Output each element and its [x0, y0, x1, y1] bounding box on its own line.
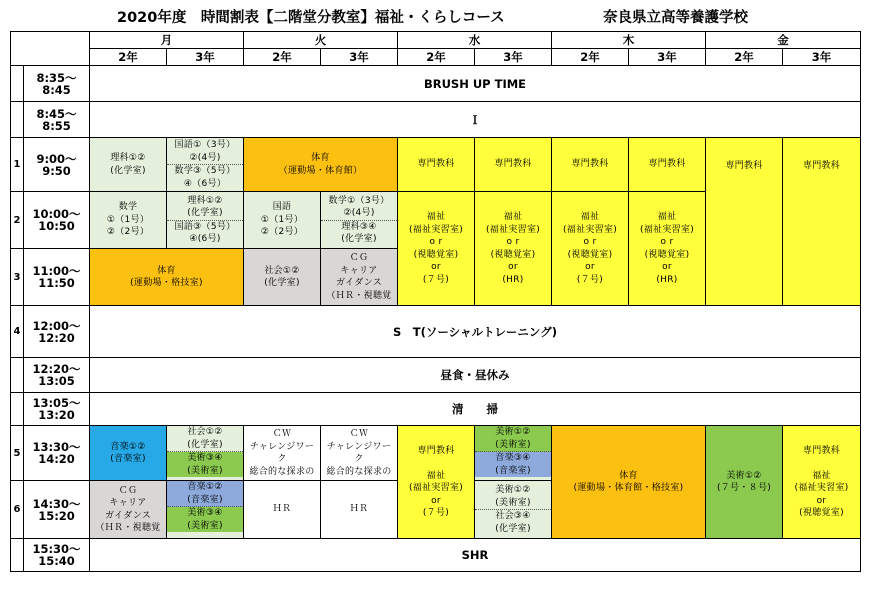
class-cell [552, 426, 706, 539]
class-cell-line: ①（1号） [260, 214, 304, 225]
class-cell-line: (視聴覚室) [567, 249, 613, 260]
class-cell-subblock: 理科①② (化学室) [167, 195, 243, 221]
class-cell-line: 総合的な探求の [326, 466, 392, 477]
class-cell-line: 福祉 [657, 212, 677, 222]
class-cell-line: （運動場・体育館） [278, 165, 363, 176]
year-header: 3年 [321, 49, 398, 66]
class-cell-line: ＨＲ [349, 504, 369, 515]
class-cell-line: （ＨＲ・視聴覚 [326, 290, 392, 301]
year-header: 3年 [629, 49, 706, 66]
class-cell-line: ク [277, 454, 287, 464]
class-cell [244, 249, 321, 306]
class-cell-line: 理科①② [110, 153, 146, 163]
class-cell-line: ＣＧ [349, 253, 369, 263]
shr-cell: SHR [90, 539, 861, 572]
period-number [11, 358, 24, 393]
period-number [11, 393, 24, 426]
class-cell [398, 138, 475, 192]
class-cell [90, 192, 167, 249]
class-cell-line: (７号) [422, 274, 450, 285]
period-number: 6 [11, 481, 24, 539]
timetable-title: 2020年度 時間割表【二階堂分教室】福祉・くらしコース [117, 10, 505, 26]
class-cell [321, 192, 398, 249]
class-cell [90, 426, 167, 481]
class-cell-line: or [431, 495, 441, 506]
time-slot: 12:00～ 12:20 [24, 306, 90, 358]
year-header: 2年 [244, 49, 321, 66]
class-cell [90, 481, 167, 539]
class-cell-line: 専門教科 [571, 159, 609, 170]
period-number [11, 539, 24, 572]
class-cell-line: 体育 [619, 470, 638, 481]
time-slot: 13:30～ 14:20 [24, 426, 90, 481]
class-cell-line [398, 457, 474, 470]
period-number: 2 [11, 192, 24, 249]
class-cell-line: 福祉 [503, 212, 523, 222]
class-cell-line: キャリア [109, 498, 147, 508]
class-cell [321, 481, 398, 539]
class-cell-line: (視聴覚室) [799, 508, 844, 518]
class-cell [552, 192, 629, 306]
class-cell [783, 138, 861, 306]
class-cell-subblock: 美術①② (美術室) [475, 426, 551, 452]
class-cell [244, 138, 398, 192]
class-cell-line: or [431, 262, 441, 272]
class-cell [706, 138, 783, 306]
time-slot: 15:30～ 15:40 [24, 539, 90, 572]
class-cell-line: (視聴覚室) [644, 249, 690, 260]
class-cell [552, 138, 629, 192]
class-cell-line: 福祉 [812, 470, 831, 481]
class-cell-subblock: 美術③④ (美術室) [167, 452, 243, 477]
class-cell-line: 専門教科 [802, 445, 841, 456]
social-training-cell: S T(ソーシャルトレーニング) [90, 306, 861, 358]
class-cell-line: 数学 [118, 202, 138, 213]
cleaning-cell: 清 掃 [90, 393, 861, 426]
class-cell-line: ＣＧ [118, 485, 138, 496]
class-cell-line: 音楽①② [110, 441, 146, 452]
day-header-wed: 水 [398, 32, 552, 49]
class-cell-line: (福祉実習室) [562, 224, 618, 235]
class-cell [783, 426, 861, 539]
class-cell-line: (視聴覚室) [490, 249, 536, 260]
class-cell [321, 426, 398, 481]
class-cell-line: or [816, 495, 827, 506]
class-cell-line: 体育 [311, 153, 330, 163]
period-number: 4 [11, 306, 24, 358]
class-cell-line [783, 457, 860, 470]
class-cell-subblock: 数学③（5号） ④（6号） [174, 166, 236, 189]
class-cell-line: (化学室) [110, 165, 146, 176]
class-cell-line: キャリア [340, 265, 378, 276]
class-cell [629, 138, 706, 192]
class-cell-line: ＨＲ [272, 504, 292, 515]
class-cell-line: (運動場・体育館・格技室) [573, 483, 684, 493]
class-cell-line: (７号) [422, 508, 450, 518]
year-header: 2年 [90, 49, 167, 66]
class-cell-line: (音楽室) [110, 454, 146, 464]
class-cell [244, 192, 321, 249]
class-cell [244, 426, 321, 481]
class-cell-line: ②（2号） [260, 227, 304, 238]
class-cell [321, 249, 398, 306]
class-cell-line: ＣＷ [272, 429, 292, 439]
class-cell-line: (化学室) [264, 278, 300, 288]
class-cell-line: (運動場・格技室) [130, 278, 203, 288]
class-cell-line: ガイダンス [104, 510, 152, 521]
class-cell-line: 美術①② [726, 470, 762, 481]
period-number [11, 66, 24, 102]
class-cell-line: チャレンジワー [326, 441, 392, 452]
class-cell-line: ガイダンス [335, 278, 383, 288]
class-cell-line: 国語 [272, 202, 292, 213]
class-cell [475, 138, 552, 192]
class-cell-line: ＣＷ [349, 429, 369, 439]
class-cell-line: o r [506, 237, 520, 247]
class-cell [90, 138, 167, 192]
class-cell-line: or [508, 262, 518, 272]
class-cell-subblock: 社会③④ (化学室) [495, 511, 531, 534]
class-cell-line: 福祉 [426, 470, 446, 481]
timetable [10, 31, 861, 572]
year-header: 2年 [706, 49, 783, 66]
class-cell-line: (７号・８号) [716, 483, 772, 493]
class-cell-line: ②（2号） [106, 227, 150, 238]
period-number: 5 [11, 426, 24, 481]
class-cell-line: o r [583, 237, 597, 247]
class-cell-line: (視聴覚室) [413, 249, 459, 260]
class-cell [398, 426, 475, 539]
class-cell-line: or [662, 262, 672, 272]
class-cell-subblock: 国語③（5号） ④(6号) [174, 221, 236, 244]
day-header-fri: 金 [706, 32, 861, 49]
class-cell [475, 192, 552, 306]
class-cell [244, 481, 321, 539]
school-name: 奈良県立高等養護学校 [603, 10, 748, 26]
class-cell-line: 福祉 [426, 212, 446, 222]
class-cell-subblock: 音楽①② (音楽室) [167, 481, 243, 507]
class-cell-subblock: 美術①② (美術室) [475, 484, 551, 510]
class-cell [90, 249, 244, 306]
class-cell-line: (福祉実習室) [408, 483, 464, 493]
class-cell [475, 426, 552, 481]
class-cell-line: 専門教科 [725, 161, 763, 171]
day-header-mon: 月 [90, 32, 244, 49]
class-cell [167, 192, 244, 249]
time-slot: 14:30～ 15:20 [24, 481, 90, 539]
class-cell-line: o r [429, 237, 443, 247]
class-cell-subblock: 社会①② (化学室) [167, 426, 243, 452]
class-cell-line: 専門教科 [648, 159, 686, 170]
class-cell-subblock: 美術③④ (美術室) [167, 507, 243, 532]
class-cell-subblock: 国語①（3号） ②(4号) [167, 139, 243, 165]
class-cell [706, 426, 783, 539]
year-header: 3年 [783, 49, 861, 66]
class-cell-line: (HR) [502, 274, 524, 285]
class-cell [167, 426, 244, 481]
class-cell-line: 総合的な探求の [249, 466, 315, 477]
class-cell-line: (７号) [576, 274, 604, 285]
class-cell [167, 138, 244, 192]
class-cell-line: (福祉実習室) [794, 483, 849, 493]
class-cell-line: (福祉実習室) [485, 224, 541, 235]
time-slot: 8:45～ 8:55 [24, 102, 90, 138]
time-slot: 11:00～ 11:50 [24, 249, 90, 306]
class-cell-line: 専門教科 [802, 161, 841, 171]
time-slot: 12:20～ 13:05 [24, 358, 90, 393]
class-cell-line: チャレンジワー [249, 441, 315, 452]
year-header: 2年 [552, 49, 629, 66]
class-cell-line: ク [354, 454, 364, 464]
class-cell-line: 専門教科 [417, 159, 455, 170]
year-header: 2年 [398, 49, 475, 66]
class-cell-subblock: 数学①（3号） ②(4号) [321, 195, 397, 221]
class-cell-line: (福祉実習室) [408, 224, 464, 235]
corner-cell [11, 32, 90, 66]
class-cell-line: 専門教科 [494, 159, 532, 170]
class-cell-line: o r [660, 237, 674, 247]
period-number: 3 [11, 249, 24, 306]
class-cell [475, 481, 552, 539]
class-cell-line: (福祉実習室) [639, 224, 695, 235]
class-cell [629, 192, 706, 306]
class-cell-line: 社会①② [264, 265, 300, 276]
row-i-cell: Ｉ [90, 102, 861, 138]
class-cell-line: ①（1号） [106, 214, 150, 225]
period-number [11, 102, 24, 138]
class-cell-line: （ＨＲ・視聴覚 [95, 523, 161, 533]
class-cell-line: 体育 [157, 265, 176, 276]
year-header: 3年 [475, 49, 552, 66]
class-cell-subblock: 理科③④ (化学室) [341, 221, 377, 244]
lunch-cell: 昼食・昼休み [90, 358, 861, 393]
class-cell-line: 福祉 [580, 212, 600, 222]
year-header: 3年 [167, 49, 244, 66]
class-cell-line: 専門教科 [417, 445, 455, 456]
time-slot: 13:05～ 13:20 [24, 393, 90, 426]
time-slot: 10:00～ 10:50 [24, 192, 90, 249]
day-header-thu: 木 [552, 32, 706, 49]
class-cell-line: or [585, 262, 595, 272]
day-header-tue: 火 [244, 32, 398, 49]
class-cell [167, 481, 244, 539]
time-slot: 9:00～ 9:50 [24, 138, 90, 192]
time-slot: 8:35～ 8:45 [24, 66, 90, 102]
class-cell-subblock: 音楽③④ (音楽室) [475, 452, 551, 477]
class-cell-line: (HR) [656, 274, 678, 285]
class-cell [398, 192, 475, 306]
brush-up-time-cell: BRUSH UP TIME [90, 66, 861, 102]
period-number: 1 [11, 138, 24, 192]
